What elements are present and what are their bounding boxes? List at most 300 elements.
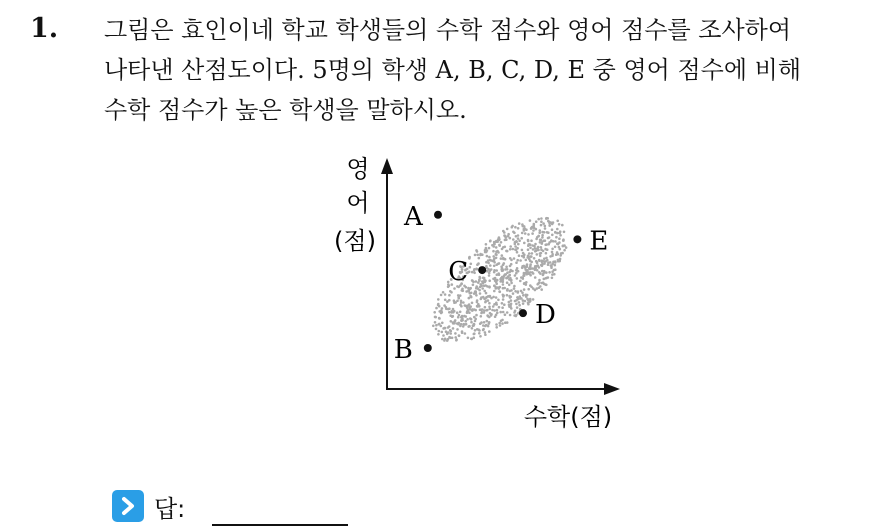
cloud-dot	[498, 322, 501, 325]
cloud-dot	[457, 316, 460, 319]
y-axis-label-line: 어	[346, 189, 370, 217]
cloud-dot	[533, 257, 536, 260]
cloud-dot	[521, 277, 524, 280]
cloud-dot	[503, 303, 506, 306]
cloud-dot	[495, 323, 498, 326]
x-axis-label: 수학(점)	[523, 403, 613, 431]
cloud-dot	[441, 307, 444, 310]
cloud-dot	[478, 329, 481, 332]
cloud-dot	[519, 280, 522, 283]
cloud-dot	[517, 234, 520, 237]
cloud-dot	[456, 322, 459, 325]
cloud-dot	[506, 294, 509, 297]
cloud-dot	[479, 292, 482, 295]
cloud-dot	[471, 271, 474, 274]
cloud-dot	[477, 281, 480, 284]
cloud-dot	[520, 237, 523, 240]
cloud-dot	[489, 295, 492, 298]
cloud-dot	[551, 248, 554, 251]
cloud-dot	[485, 309, 488, 312]
cloud-dot	[527, 288, 530, 291]
cloud-dot	[522, 255, 525, 258]
cloud-dot	[502, 287, 505, 290]
cloud-dot	[484, 249, 487, 252]
cloud-dot	[432, 325, 435, 328]
cloud-dot	[504, 239, 507, 242]
cloud-dot	[502, 264, 505, 267]
point-a	[434, 211, 442, 219]
cloud-dot	[509, 245, 512, 248]
problem-line: 나타낸 산점도이다. 5명의 학생 A, B, C, D, E 중 영어 점수에 비해	[104, 56, 802, 84]
cloud-dot	[543, 262, 546, 265]
point-e	[573, 235, 581, 243]
x-axis-arrow	[604, 383, 620, 395]
cloud-dot	[492, 296, 495, 299]
cloud-dot	[517, 270, 520, 273]
cloud-dot	[435, 328, 438, 331]
cloud-dot	[445, 308, 448, 311]
cloud-dot	[509, 306, 512, 309]
cloud-dot	[521, 249, 524, 252]
cloud-dot	[480, 308, 483, 311]
cloud-dot	[468, 303, 471, 306]
cloud-dot	[484, 297, 487, 300]
cloud-dot	[460, 319, 463, 322]
cloud-dot	[448, 294, 451, 297]
cloud-dot	[498, 236, 501, 239]
cloud-dot	[488, 330, 491, 333]
cloud-dot	[489, 264, 492, 267]
cloud-dot	[482, 329, 485, 332]
cloud-dot	[478, 276, 481, 279]
cloud-dot	[512, 292, 515, 295]
cloud-dot	[554, 264, 557, 267]
cloud-dot	[441, 331, 444, 334]
cloud-dot	[537, 218, 540, 221]
cloud-dot	[501, 248, 504, 251]
cloud-dot	[476, 328, 479, 331]
cloud-dot	[551, 251, 554, 254]
cloud-dot	[527, 256, 530, 259]
cloud-dot	[478, 257, 481, 260]
cloud-dot	[539, 229, 542, 232]
cloud-dot	[492, 250, 495, 253]
cloud-dot	[547, 220, 550, 223]
cloud-dot	[452, 327, 455, 330]
cloud-dot	[502, 298, 505, 301]
cloud-dot	[457, 294, 460, 297]
cloud-dot	[484, 333, 487, 336]
cloud-dot	[488, 256, 491, 259]
cloud-dot	[534, 250, 537, 253]
cloud-dot	[545, 252, 548, 255]
cloud-dot	[540, 288, 543, 291]
y-axis-arrow	[381, 158, 393, 174]
cloud-dot	[551, 234, 554, 237]
cloud-dot	[496, 273, 499, 276]
cloud-dot	[509, 314, 512, 317]
cloud-dot	[502, 294, 505, 297]
cloud-dot	[505, 266, 508, 269]
cloud-dot	[482, 296, 485, 299]
cloud-dot	[475, 292, 478, 295]
cloud-dot	[506, 321, 509, 324]
cloud-dot	[544, 244, 547, 247]
cloud-dot	[555, 236, 558, 239]
point-b	[424, 344, 432, 352]
cloud-dot	[453, 299, 456, 302]
cloud-dot	[522, 302, 525, 305]
cloud-dot	[475, 280, 478, 283]
cloud-dot	[472, 324, 475, 327]
y-axis-label-line: (점)	[334, 227, 376, 255]
cloud-dot	[440, 325, 443, 328]
cloud-dot	[535, 220, 538, 223]
cloud-dot	[551, 253, 554, 256]
cloud-dot	[455, 339, 458, 342]
cloud-dot	[516, 251, 519, 254]
cloud-dot	[558, 237, 561, 240]
cloud-dot	[545, 257, 548, 260]
cloud-dot	[481, 287, 484, 290]
cloud-dot	[473, 308, 476, 311]
cloud-dot	[525, 259, 528, 262]
cloud-dot	[461, 288, 464, 291]
cloud-dot	[437, 333, 440, 336]
cloud-dot	[548, 236, 551, 239]
cloud-dot	[532, 248, 535, 251]
cloud-dot	[538, 271, 541, 274]
cloud-dot	[489, 239, 492, 242]
cloud-dot	[443, 327, 446, 330]
cloud-dot	[522, 299, 525, 302]
cloud-dot	[441, 322, 444, 325]
cloud-dot	[527, 303, 530, 306]
cloud-dot	[558, 241, 561, 244]
cloud-dot	[437, 298, 440, 301]
cloud-dot	[516, 259, 519, 262]
cloud-dot	[477, 262, 480, 265]
cloud-dot	[519, 295, 522, 298]
cloud-dot	[469, 266, 472, 269]
cloud-dot	[513, 232, 516, 235]
cloud-dot	[465, 315, 468, 318]
answer-label: 답:	[154, 494, 186, 523]
problem-line: 수학 점수가 높은 학생을 말하시오.	[104, 96, 467, 124]
cloud-dot	[516, 267, 519, 270]
cloud-dot	[531, 232, 534, 235]
cloud-dot	[434, 316, 437, 319]
cloud-dot	[458, 314, 461, 317]
cloud-dot	[508, 274, 511, 277]
cloud-dot	[479, 322, 482, 325]
cloud-dot	[485, 243, 488, 246]
cloud-dot	[562, 238, 565, 241]
cloud-dot	[499, 311, 502, 314]
cloud-dot	[495, 246, 498, 249]
cloud-dot	[504, 246, 507, 249]
cloud-dot	[482, 324, 485, 327]
y-axis-label-line: 영	[346, 155, 370, 183]
cloud-dot	[529, 268, 532, 271]
cloud-dot	[441, 338, 444, 341]
cloud-dot	[529, 219, 532, 222]
cloud-dot	[480, 315, 483, 318]
cloud-dot	[468, 297, 471, 300]
cloud-dot	[473, 336, 476, 339]
cloud-dot	[447, 338, 450, 341]
cloud-dot	[565, 246, 568, 249]
cloud-dot	[544, 227, 547, 230]
cloud-dot	[453, 287, 456, 290]
cloud-dot	[514, 300, 517, 303]
cloud-dot	[517, 237, 520, 240]
cloud-dot	[509, 269, 512, 272]
cloud-dot	[558, 223, 561, 226]
cloud-dot	[563, 231, 566, 234]
cloud-dot	[470, 318, 473, 321]
cloud-dot	[526, 263, 529, 266]
cloud-dot	[518, 254, 521, 257]
cloud-dot	[443, 304, 446, 307]
cloud-dot	[484, 279, 487, 282]
cloud-dot	[548, 222, 551, 225]
cloud-dot	[499, 324, 502, 327]
cloud-dot	[527, 240, 530, 243]
cloud-dot	[460, 323, 463, 326]
cloud-dot	[538, 287, 541, 290]
cloud-dot	[442, 291, 445, 294]
cloud-dot	[452, 321, 455, 324]
cloud-dot	[542, 274, 545, 277]
cloud-dot	[492, 305, 495, 308]
cloud-dot	[518, 301, 521, 304]
cloud-dot	[547, 276, 550, 279]
cloud-dot	[515, 272, 518, 275]
cloud-dot	[514, 226, 517, 229]
cloud-dot	[517, 291, 520, 294]
cloud-dot	[458, 334, 461, 337]
cloud-dot	[537, 264, 540, 267]
cloud-dot	[470, 338, 473, 341]
cloud-dot	[536, 269, 539, 272]
cloud-dot	[449, 329, 452, 332]
point-d	[519, 309, 527, 317]
cloud-dot	[493, 269, 496, 272]
cloud-dot	[561, 252, 564, 255]
cloud-dot	[536, 253, 539, 256]
cloud-dot	[484, 284, 487, 287]
cloud-dot	[550, 266, 553, 269]
cloud-dot	[544, 283, 547, 286]
cloud-dot	[515, 303, 518, 306]
cloud-dot	[444, 299, 447, 302]
cloud-dot	[476, 268, 479, 271]
cloud-dot	[532, 229, 535, 232]
cloud-dot	[438, 330, 441, 333]
cloud-dot	[556, 228, 559, 231]
cloud-dot	[506, 311, 509, 314]
cloud-dot	[487, 262, 490, 265]
cloud-dot	[495, 257, 498, 260]
cloud-dot	[440, 312, 443, 315]
cloud-dot	[538, 279, 541, 282]
cloud-dot	[563, 249, 566, 252]
cloud-dot	[521, 232, 524, 235]
cloud-dot	[538, 259, 541, 262]
cloud-dot	[554, 231, 557, 234]
cloud-dot	[465, 290, 468, 293]
cloud-dot	[521, 291, 524, 294]
cloud-dot	[559, 258, 562, 261]
cloud-dot	[558, 232, 561, 235]
cloud-dot	[468, 325, 471, 328]
cloud-dot	[529, 274, 532, 277]
cloud-dot	[470, 321, 473, 324]
cloud-dot	[540, 246, 543, 249]
cloud-dot	[440, 294, 443, 297]
cloud-dot	[468, 256, 471, 259]
cloud-dot	[467, 287, 470, 290]
cloud-dot	[483, 321, 486, 324]
cloud-dot	[479, 335, 482, 338]
cloud-dot	[484, 331, 487, 334]
cloud-dot	[535, 260, 538, 263]
cloud-dot	[434, 321, 437, 324]
cloud-dot	[486, 255, 489, 258]
cloud-dot	[513, 257, 516, 260]
cloud-dot	[517, 243, 520, 246]
cloud-dot	[499, 278, 502, 281]
cloud-dot	[504, 236, 507, 239]
cloud-dot	[462, 325, 465, 328]
cloud-dot	[556, 251, 559, 254]
cloud-dot	[442, 334, 445, 337]
cloud-dot	[543, 278, 546, 281]
cloud-dot	[496, 312, 499, 315]
point-label-b: B	[393, 335, 413, 365]
answer-blank[interactable]	[212, 524, 348, 526]
cloud-dot	[448, 325, 451, 328]
cloud-dot	[537, 248, 540, 251]
cloud-dot	[483, 277, 486, 280]
cloud-dot	[524, 232, 527, 235]
cloud-dot	[492, 245, 495, 248]
cloud-dot	[537, 282, 540, 285]
cloud-dot	[537, 235, 540, 238]
cloud-dot	[461, 331, 464, 334]
cloud-dot	[513, 311, 516, 314]
cloud-dot	[473, 332, 476, 335]
cloud-dot	[509, 296, 512, 299]
cloud-dot	[523, 288, 526, 291]
cloud-dot	[470, 263, 473, 266]
cloud-dot	[559, 234, 562, 237]
cloud-dot	[447, 331, 450, 334]
cloud-dot	[502, 283, 505, 286]
cloud-dot	[500, 257, 503, 260]
cloud-dot	[501, 302, 504, 305]
cloud-dot	[540, 224, 543, 227]
cloud-dot	[519, 259, 522, 262]
cloud-dot	[527, 248, 530, 251]
cloud-dot	[551, 273, 554, 276]
cloud-dot	[476, 254, 479, 257]
cloud-dot	[558, 260, 561, 263]
cloud-dot	[487, 268, 490, 271]
cloud-dot	[444, 338, 447, 341]
cloud-dot	[469, 305, 472, 308]
cloud-dot	[543, 231, 546, 234]
cloud-dot	[523, 228, 526, 231]
cloud-dot	[479, 253, 482, 256]
cloud-dot	[475, 294, 478, 297]
cloud-dot	[549, 261, 552, 264]
cloud-dot	[542, 222, 545, 225]
cloud-dot	[531, 244, 534, 247]
cloud-dot	[554, 246, 557, 249]
cloud-dot	[508, 304, 511, 307]
cloud-dot	[494, 277, 497, 280]
cloud-dot	[541, 242, 544, 245]
cloud-dot	[540, 217, 543, 220]
cloud-dot	[488, 302, 491, 305]
cloud-dot	[483, 290, 486, 293]
cloud-dot	[532, 267, 535, 270]
cloud-dot	[523, 272, 526, 275]
cloud-dot	[456, 311, 459, 314]
cloud-dot	[501, 319, 504, 322]
cloud-dot	[545, 217, 548, 220]
cloud-dot	[514, 274, 517, 277]
cloud-dot	[541, 234, 544, 237]
chevron-right-icon	[112, 490, 144, 522]
cloud-dot	[512, 238, 515, 241]
cloud-dot	[525, 228, 528, 231]
cloud-dot	[467, 310, 470, 313]
cloud-dot	[472, 281, 475, 284]
cloud-dot	[514, 243, 517, 246]
point-label-a: A	[404, 201, 423, 232]
cloud-dot	[541, 263, 544, 266]
point-label-d: D	[535, 300, 556, 331]
cloud-dot	[500, 241, 503, 244]
cloud-dot	[471, 302, 474, 305]
cloud-dot	[534, 265, 537, 268]
cloud-dot	[506, 228, 509, 231]
cloud-dot	[514, 248, 517, 251]
cloud-dot	[502, 276, 505, 279]
cloud-dot	[437, 304, 440, 307]
cloud-dot	[528, 252, 531, 255]
cloud-dot	[466, 318, 469, 321]
cloud-dot	[454, 319, 457, 322]
cloud-dot	[527, 233, 530, 236]
cloud-dot	[449, 332, 452, 335]
cloud-dot	[535, 228, 538, 231]
cloud-dot	[485, 324, 488, 327]
cloud-dot	[498, 290, 501, 293]
cloud-dot	[462, 323, 465, 326]
cloud-dot	[532, 298, 535, 301]
cloud-dot	[475, 249, 478, 252]
cloud-dot	[464, 320, 467, 323]
cloud-dot	[492, 255, 495, 258]
cloud-dot	[476, 305, 479, 308]
cloud-dot	[508, 284, 511, 287]
cloud-dot	[459, 304, 462, 307]
cloud-dot	[470, 296, 473, 299]
